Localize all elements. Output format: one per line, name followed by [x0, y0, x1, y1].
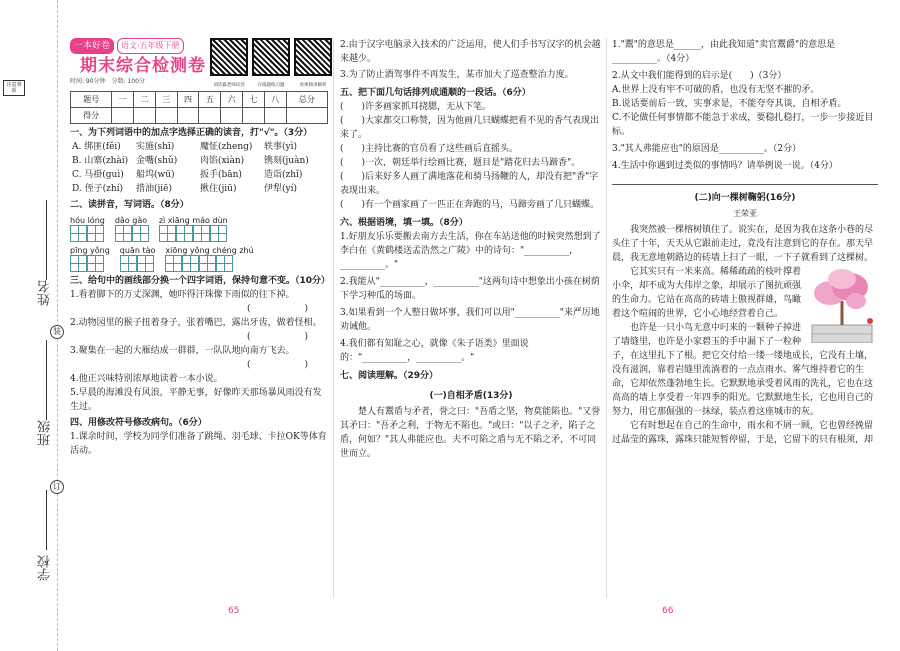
- answer-line[interactable]: [612, 173, 878, 185]
- ordering-item[interactable]: ( )主持比赛的官员看了这些画后直摇头。: [340, 144, 519, 154]
- question-item[interactable]: 3."其人弗能应也"的原因是__________。（2分）: [612, 144, 802, 154]
- article-2-title: (二)向一棵树鞠躬(16分): [694, 193, 796, 203]
- score-cell: 总分: [286, 92, 327, 108]
- option-word: 船坞(wū): [136, 170, 175, 180]
- writing-box[interactable]: [132, 225, 149, 242]
- pinyin-text: zì xiāng máo dùn: [158, 216, 228, 225]
- answer-paren[interactable]: ( ): [246, 304, 308, 314]
- score-input[interactable]: [264, 108, 286, 124]
- writing-box[interactable]: [87, 255, 104, 272]
- writing-box[interactable]: [120, 255, 137, 272]
- pinyin-text: pīng yǒng: [70, 246, 110, 255]
- writing-box[interactable]: [165, 255, 182, 272]
- binding-circle: 订: [50, 480, 64, 494]
- option-word: 揪住(jiū): [200, 184, 237, 194]
- writing-box[interactable]: [199, 255, 216, 272]
- ordering-item[interactable]: ( )有一个画家画了一匹正在奔跑的马，马蹄旁画了几只蝴蝶。: [340, 200, 600, 210]
- question-item: 2.动物园里的猴子扭着身子，张着嘴巴，露出牙齿，做着怪相。: [70, 318, 322, 328]
- tree-illustration: [806, 265, 878, 343]
- article-2-paragraph: 它其实只有一米来高。稀稀疏疏的枝叶撑着小伞，却不成为大伟岸之象，却展示了图抗顽强的生命力。它站在高高的砖墙上傲视群雄，鸟瞰着这个喧闹的世界，它小心地经营着自己。: [612, 267, 802, 319]
- choice-option[interactable]: B.说话要前后一致，实事求是，不能夸夸其谈，自相矛盾。: [612, 99, 847, 109]
- page-65-column-right: [340, 38, 602, 461]
- section-2-heading: 二、读拼音，写词语。（8分）: [70, 200, 189, 210]
- column-divider: [606, 38, 607, 598]
- exam-header: [70, 38, 328, 88]
- option-word: D. 侄子(zhí): [72, 184, 124, 194]
- score-input[interactable]: [243, 108, 265, 124]
- writing-box[interactable]: [182, 255, 199, 272]
- score-cell: 五: [199, 92, 221, 108]
- pinyin-row: [70, 214, 328, 242]
- qr-label: 看视频讲解析: [299, 83, 327, 88]
- score-input[interactable]: [199, 108, 221, 124]
- option-word: A. 绑匪(fěi): [72, 142, 121, 152]
- score-cell: 四: [177, 92, 199, 108]
- qr-codes: [210, 38, 332, 76]
- school-label: 学校: [38, 555, 53, 581]
- ordering-item[interactable]: ( )大家都交口称赞，因为他画几只蝴蝶把看不见的香气表现出来了。: [340, 116, 600, 140]
- score-input[interactable]: [134, 108, 156, 124]
- article-1-title: (一)自相矛盾(13分): [429, 391, 513, 401]
- writing-box[interactable]: [210, 225, 227, 242]
- qr-label: 在线题练习题: [257, 83, 285, 88]
- section-1-heading: 一、为下列词语中的加点字选择正确的读音，打"√"。（3分）: [70, 128, 313, 138]
- name-label: 姓名: [38, 280, 53, 306]
- article-2-paragraph: 我突然被一棵榕树镇住了。说实在，是因为我在这条小巷的尽头住了十年，天天从它跟前走过，竟没有注意到它的存在。那天早晨，我无意地朝路边的砖墙上扫了一眼，一下子就看到了这棵树。: [612, 225, 874, 263]
- option-word: 轶事(yì): [264, 142, 297, 152]
- page-number: 66: [662, 606, 674, 616]
- option-row[interactable]: [70, 182, 328, 196]
- option-word: 造诣(zhǐ): [264, 170, 303, 180]
- score-cell: 八: [264, 92, 286, 108]
- pinyin-row: [70, 244, 328, 272]
- option-word: 肉馅(xiàn): [200, 156, 245, 166]
- score-table: [70, 91, 328, 124]
- answer-paren[interactable]: ( ): [246, 332, 308, 342]
- writing-box[interactable]: [216, 255, 233, 272]
- option-word: 伊犁(yí): [264, 184, 297, 194]
- column-divider: [333, 38, 334, 598]
- exam-meta: 时间: 90分钟 分数: 100分: [70, 78, 145, 85]
- section-6-heading: 六、根据语境，填一填。（8分）: [340, 218, 468, 228]
- score-input[interactable]: [221, 108, 243, 124]
- option-row[interactable]: [70, 168, 328, 182]
- score-input[interactable]: [112, 108, 134, 124]
- writing-box[interactable]: [137, 255, 154, 272]
- score-cell: 七: [243, 92, 265, 108]
- pinyin-text: xiōng yǒng chéng zhú: [165, 246, 254, 255]
- score-input[interactable]: [155, 108, 177, 124]
- question-item: 3.为了防止酒驾事件不再发生，某市加大了巡查整治力度。: [340, 70, 574, 80]
- writing-box[interactable]: [159, 225, 176, 242]
- section-4-heading: 四、用修改符号修改病句。（6分）: [70, 418, 207, 428]
- option-word: 金嘴(shǔ): [136, 156, 178, 166]
- fill-item[interactable]: 4.我们都有知耻之心，就像《朱子语类》里面说的："__________，__________。": [340, 339, 529, 363]
- score-input[interactable]: [286, 108, 327, 124]
- notice-box: [3, 80, 25, 96]
- option-word: C. 马褂(guì): [72, 170, 124, 180]
- article-2-paragraph: 也许是一只小鸟无意中叼来的一颗种子掉进了墙缝里，也许是小家碧玉的手中漏下了一粒种子，在这里扎下了根。把它交付给一缕一缕地成长，它没有土壤，没有滋润，靠着岩缝里流淌着的一点点雨水、雾气维持着它的生命，它却依然蓬勃地生长。它默默地承受着风雨的洗礼，它也在这高高的墙上享受着一年四季的阳光。它默默地生长，它也用自己的努力，用它那倔强的一抹绿，装点着这座城市的灰。: [612, 323, 874, 417]
- question-item: 1.课余时间，学校为同学们准备了跳绳、羽毛球、卡拉OK等体育活动。: [70, 432, 327, 456]
- fill-item[interactable]: 3.如果看到一个人整日做坏事，我们可以用"__________"来严厉地劝诫他。: [340, 308, 600, 332]
- notice-title: 注意事项: [6, 82, 22, 94]
- qr-code-icon[interactable]: [294, 38, 332, 76]
- option-row[interactable]: [70, 154, 328, 168]
- binding-margin: [0, 0, 61, 651]
- section-7-heading: 七、阅读理解。（29分）: [340, 371, 439, 381]
- pinyin-text: dǎo gào: [114, 216, 148, 225]
- option-row[interactable]: [70, 140, 328, 154]
- writing-box[interactable]: [87, 225, 104, 242]
- question-item: 1.看着脚下的万丈深渊，她吓得汗珠像下雨似的往下掉。: [70, 290, 295, 300]
- ordering-item[interactable]: ( )后来好多人画了满地落花和骑马扬鞭的人，却没有把"香"字表现出来。: [340, 172, 599, 196]
- question-item: 5.早晨的海滩没有风浪，平静无事，好像昨天那场暴风雨没有发生过。: [70, 388, 322, 412]
- writing-box[interactable]: [115, 225, 132, 242]
- score-cell: 六: [221, 92, 243, 108]
- choice-option[interactable]: C.不论做任何事情都不能急于求成，要稳扎稳打，一步一步接近目标。: [612, 113, 874, 137]
- question-item[interactable]: 2.从文中我们能得到的启示是( )（3分）: [612, 71, 787, 81]
- qr-label: 刘浩霖老师试卷: [213, 83, 245, 88]
- exam-title: 期末综合检测卷: [80, 56, 206, 76]
- ordering-item[interactable]: ( )一次，朝廷举行绘画比赛，题目是"踏花归去马蹄香"。: [340, 158, 581, 168]
- article-2-author: 王荣亚: [733, 209, 757, 218]
- question-item: 3.聚集在一起的大雁结成一群群，一队队地向南方飞去。: [70, 346, 295, 356]
- page-number: 65: [228, 606, 240, 616]
- score-cell: 一: [112, 92, 134, 108]
- name-line: [46, 200, 47, 280]
- qr-code-icon[interactable]: [252, 38, 290, 76]
- option-word: 扳手(bān): [200, 170, 242, 180]
- score-input[interactable]: [177, 108, 199, 124]
- brand-badge: 一本好卷: [70, 38, 114, 54]
- qr-labels: [210, 79, 332, 93]
- writing-box[interactable]: [70, 225, 87, 242]
- question-item[interactable]: 4.生活中你遇到过类似的事情吗？请举例说一说。（4分）: [612, 161, 838, 171]
- option-word: 魔怔(zheng): [200, 142, 253, 152]
- score-cell: 得分: [71, 108, 112, 124]
- qr-code-icon[interactable]: [210, 38, 248, 76]
- pinyin-text: quān tào: [119, 246, 156, 255]
- writing-box[interactable]: [176, 225, 193, 242]
- score-cell: 三: [155, 92, 177, 108]
- class-label: 班级: [38, 420, 53, 446]
- writing-box[interactable]: [70, 255, 87, 272]
- question-item: 2.由于汉字电脑录入技术的广泛运用，使人们手书写汉字的机会越来越少。: [340, 40, 601, 64]
- option-word: 实施(shī): [136, 142, 175, 152]
- article-1-text: 楚人有鬻盾与矛者，誉之曰："吾盾之坚，物莫能陷也。"又誉其矛曰："吾矛之利，于物无不陷也。"或曰："以子之矛，陷子之盾，何如？"其人弗能应也。夫不可陷之盾与无不陷之矛，不可同世而立。: [340, 407, 601, 459]
- article-2-paragraph: 它有时想起在自己的生命中，雨水和不屑一顾，它也曾经挽留过晶莹的露珠，露珠只能短暂停留，于是，它留下的只有根须，却: [612, 421, 874, 445]
- page-65-column: [70, 38, 331, 458]
- section-3-heading: 三、给句中的画线部分换一个四字词语，保持句意不变。（10分）: [70, 276, 331, 286]
- fill-item[interactable]: 2.我能从"__________，__________"这两句诗中想象出小孩在树荫下学习种瓜的场面。: [340, 277, 600, 301]
- answer-paren[interactable]: ( ): [246, 360, 308, 370]
- page-66-column: [612, 38, 878, 447]
- pinyin-text: hóu lóng: [70, 216, 105, 225]
- fill-item[interactable]: 1.好朋友乐乐要搬去南方去生活，你在车站送他的时候突然想到了李白在《黄鹤楼送孟浩然之广陵》中的诗句："__________，__________。": [340, 232, 601, 270]
- question-item[interactable]: 1."鬻"的意思是______，由此我知道"卖官鬻爵"的意思是__________。（4分）: [612, 40, 836, 64]
- ordering-item[interactable]: ( )许多画家抓耳挠腮，无从下笔。: [340, 102, 492, 112]
- score-cell: 题号: [71, 92, 112, 108]
- class-line: [46, 340, 47, 420]
- question-item: 4.他正兴味特别浓厚地读着一本小说。: [70, 374, 223, 384]
- writing-box[interactable]: [193, 225, 210, 242]
- score-cell: 二: [134, 92, 156, 108]
- section-5-heading: 五、把下面几句话排列成通顺的一段话。（6分）: [340, 88, 531, 98]
- subject-badge: 语文·五年级下册: [117, 38, 184, 54]
- choice-option[interactable]: A.世界上没有牢不可破的盾，也没有无坚不摧的矛。: [612, 85, 820, 95]
- option-word: B. 山寨(zhài): [72, 156, 129, 166]
- binding-circle: 装: [50, 325, 64, 339]
- school-line: [46, 490, 47, 550]
- option-word: 镌刻(juàn): [264, 156, 309, 166]
- option-word: 措油(jiē): [136, 184, 173, 194]
